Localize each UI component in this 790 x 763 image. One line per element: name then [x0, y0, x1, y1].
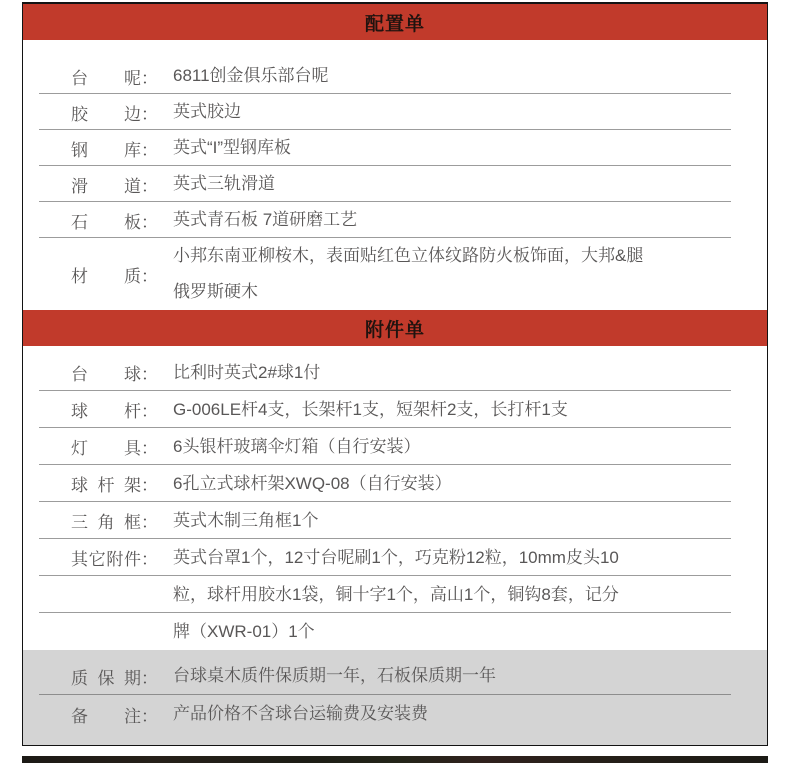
row-value: [158, 429, 767, 465]
spec-sheet: [22, 2, 768, 746]
label-colon: ：: [141, 402, 158, 421]
label-char: 三: [71, 513, 88, 532]
label-char: 期: [124, 668, 141, 688]
label-char: 注: [124, 706, 141, 726]
row-value-line: 6孔立式球杆架XWQ-08（自行安装）: [173, 473, 452, 493]
spec-row: [23, 238, 767, 310]
row-value: [158, 466, 767, 502]
row-label-text: [71, 664, 141, 689]
row-value: [158, 202, 767, 238]
row-label: [71, 702, 158, 727]
spec-row: [23, 166, 767, 202]
label-char: 灯: [71, 439, 88, 458]
row-value-line: 牌（XWR-01）1个: [173, 621, 315, 641]
section-rows: [23, 346, 767, 650]
label-char: 其: [71, 550, 88, 569]
row-label-text: [71, 360, 141, 385]
label-char: 台: [71, 365, 88, 384]
row-label: [71, 100, 158, 125]
label-colon: ：: [141, 706, 158, 726]
spec-row: [23, 94, 767, 130]
row-label-text: [71, 397, 141, 422]
spec-row: [23, 58, 767, 94]
label-char: 件: [123, 550, 141, 569]
row-value-line: 6头银杆玻璃伞灯箱（自行安装）: [173, 436, 421, 456]
row-label: [71, 471, 158, 496]
row-label: [71, 172, 158, 197]
row-value-line: 英式青石板 7道研磨工艺: [173, 210, 358, 229]
row-label-text: [71, 508, 141, 533]
warranty-notes-section: [23, 650, 767, 745]
label-char: 球: [124, 365, 141, 384]
label-char: 球: [71, 402, 88, 421]
spec-row: [23, 539, 767, 576]
label-char: 材: [71, 266, 88, 286]
row-value: [158, 130, 767, 166]
label-char: 胶: [71, 104, 88, 124]
spec-row: [23, 391, 767, 428]
label-colon: ：: [141, 476, 158, 495]
label-colon: ：: [141, 668, 158, 688]
row-label: [71, 208, 158, 233]
label-colon: ：: [141, 550, 158, 569]
next-photo-top-edge: [22, 756, 768, 763]
row-label: [71, 434, 158, 459]
row-label: [71, 136, 158, 161]
label-colon: ：: [141, 140, 158, 160]
spec-row: [23, 576, 767, 613]
row-label-text: [71, 262, 141, 287]
section-rows: [23, 40, 767, 310]
row-value-line: 英式台罩1个，12寸台呢刷1个，巧克粉12粒，10mm皮头10: [173, 547, 619, 567]
spec-row: [23, 428, 767, 465]
row-value-line: 俄罗斯硬木: [173, 282, 258, 301]
row-label-text: [71, 434, 141, 459]
label-char: 呢: [124, 68, 141, 88]
label-char: 钢: [71, 140, 88, 160]
label-char: 具: [124, 439, 141, 458]
row-value-line: 6811创金俱乐部台呢: [173, 66, 329, 85]
row-label: [71, 508, 158, 533]
row-label-text: [71, 64, 141, 89]
spec-row: [23, 613, 767, 650]
row-label: [71, 545, 158, 570]
row-label-text: [71, 545, 141, 570]
label-char: 它: [88, 550, 106, 569]
label-colon: ：: [141, 266, 158, 286]
row-value-line: 产品价格不含球台运输费及安装费: [173, 704, 428, 723]
row-value: [158, 503, 767, 539]
label-char: 质: [71, 668, 88, 688]
row-value-line: 英式三轨滑道: [173, 174, 275, 193]
row-label-text: [71, 208, 141, 233]
label-char: 滑: [71, 176, 88, 196]
row-value-line: 英式木制三角框1个: [173, 510, 319, 530]
label-colon: ：: [141, 68, 158, 88]
row-value-line: 比利时英式2#球1付: [173, 362, 321, 382]
row-label-text: [71, 100, 141, 125]
label-char: 边: [124, 104, 141, 124]
label-char: 保: [97, 668, 115, 688]
label-char: 架: [124, 476, 141, 495]
row-value: [158, 577, 767, 613]
row-value: [158, 94, 767, 130]
row-label-text: [71, 471, 141, 496]
spec-row: [23, 202, 767, 238]
row-label: [71, 397, 158, 422]
label-char: 板: [124, 212, 141, 232]
spec-row: [23, 354, 767, 391]
row-value-line: 英式“I”型钢库板: [173, 138, 292, 157]
label-char: 台: [71, 68, 88, 88]
row-value-line: 英式胶边: [173, 102, 241, 121]
label-colon: ：: [141, 212, 158, 232]
label-char: 道: [124, 176, 141, 196]
label-colon: ：: [141, 439, 158, 458]
section-header: 配置单: [23, 4, 767, 40]
row-value-line: 粒，球杆用胶水1袋，铜十字1个，高山1个，铜钩8套，记分: [173, 584, 619, 604]
row-label: [71, 262, 158, 287]
label-colon: ：: [141, 176, 158, 196]
row-label-text: [71, 702, 141, 727]
label-char: 球: [71, 476, 88, 495]
label-char: 杆: [124, 402, 141, 421]
row-value-line: 小邦东南亚柳桉木，表面贴红色立体纹路防火板饰面，大邦&腿: [173, 246, 644, 265]
label-colon: ：: [141, 513, 158, 532]
row-value: [158, 58, 767, 94]
label-colon: ：: [141, 104, 158, 124]
spec-row: [23, 465, 767, 502]
row-value: [158, 166, 767, 202]
spec-row: [23, 657, 767, 695]
label-char: 杆: [97, 476, 115, 495]
row-label-text: [71, 172, 141, 197]
row-value: [158, 614, 767, 650]
label-char: 库: [124, 140, 141, 160]
row-label-text: [71, 136, 141, 161]
row-value-line: 台球桌木质件保质期一年，石板保质期一年: [173, 666, 496, 685]
row-value: [158, 392, 767, 428]
row-label: [71, 64, 158, 89]
label-char: 附: [106, 550, 124, 569]
label-char: 角: [97, 513, 115, 532]
label-char: 质: [124, 266, 141, 286]
spec-row: [23, 130, 767, 166]
row-label: [71, 360, 158, 385]
label-char: 石: [71, 212, 88, 232]
row-value: [158, 540, 767, 576]
row-value: [158, 355, 767, 391]
label-char: 备: [71, 706, 88, 726]
row-value: [158, 658, 767, 694]
section-header: 附件单: [23, 310, 767, 346]
spec-row: [23, 695, 767, 733]
row-value: [158, 238, 767, 310]
label-colon: ：: [141, 365, 158, 384]
label-char: 框: [124, 513, 141, 532]
row-value: [158, 696, 767, 732]
spec-row: [23, 502, 767, 539]
row-label: [71, 664, 158, 689]
row-value-line: G-006LE杆4支，长架杆1支，短架杆2支，长打杆1支: [173, 399, 568, 419]
